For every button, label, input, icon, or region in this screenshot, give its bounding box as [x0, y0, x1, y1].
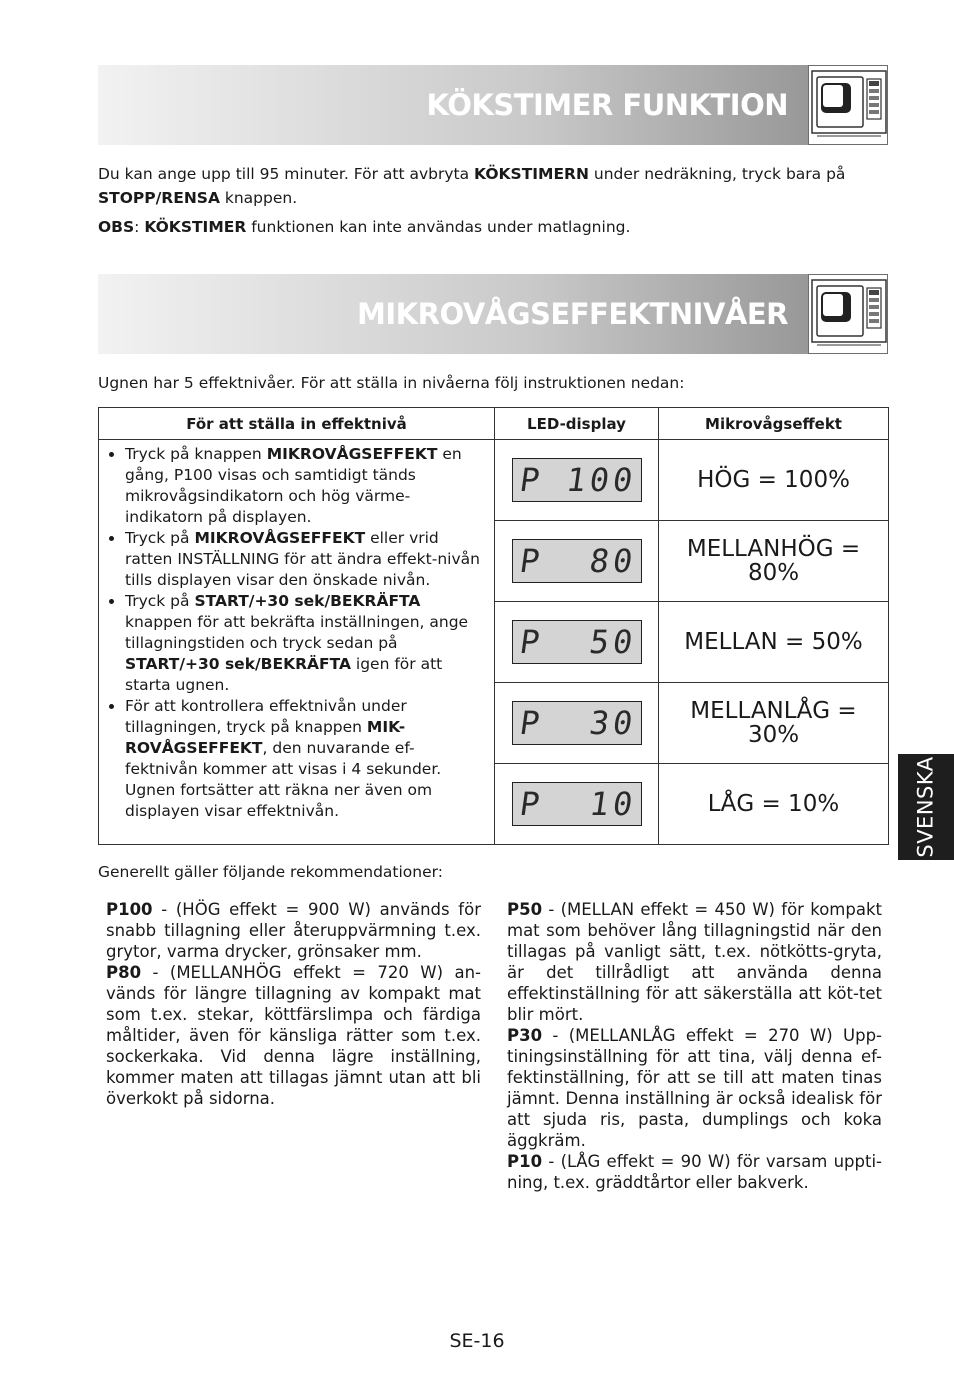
text-run: :: [134, 218, 145, 236]
led-cell: [495, 683, 659, 764]
list-item: [125, 696, 480, 822]
section-banner-effektnivaer: [98, 274, 888, 354]
recommendation-item: [106, 962, 481, 1109]
column-header: LED-display: [495, 408, 659, 440]
timer-note: [98, 215, 888, 239]
led-display: [512, 458, 642, 502]
power-cell: [659, 521, 889, 602]
level-label: P80: [106, 963, 142, 982]
bold-term: KÖKSTIMER: [144, 218, 247, 236]
text-run: en gång, P100 visas och samtidigt tänds mikrovågsindikatorn och hög värme-indikatorn på displayen.: [125, 445, 462, 526]
led-cell: [495, 764, 659, 845]
power-intro: Ugnen har 5 effektnivåer. För att ställa in nivåerna följ instruktionen nedan:: [98, 374, 685, 392]
text-run: Tryck på: [125, 529, 195, 547]
text-run: Tryck på knappen: [125, 445, 267, 463]
instructions-cell: [99, 440, 495, 845]
microwave-icon: [808, 65, 888, 145]
level-label: P50: [507, 900, 543, 919]
power-level-table: [98, 407, 889, 845]
recommendation-item: [507, 1025, 882, 1151]
microwave-icon: [808, 274, 888, 354]
led-display: [512, 701, 642, 745]
text-run: knappen.: [219, 189, 298, 207]
recommendation-item: [507, 1151, 882, 1193]
power-label: MELLANHÖG = 80%: [686, 536, 861, 586]
recommendations-left-column: [106, 899, 481, 1109]
text-run: Du kan ange upp till 95 minuter. För att avbryta: [98, 165, 475, 183]
list-item: [125, 591, 480, 696]
timer-description: [98, 162, 888, 210]
text-run: - (HÖG effekt = 900 W) används för snabb tillagning eller återuppvärmning t.ex. grytor, varma drycker, grönsaker mm.: [106, 900, 481, 961]
led-readout: P 100: [516, 460, 639, 499]
language-tab: [898, 754, 954, 860]
bold-term: START/+30 sek/BEKRÄFTA: [125, 655, 351, 673]
recommendation-item: [106, 899, 481, 962]
section-banner-kokstimer: [98, 65, 888, 145]
led-readout: P 30: [516, 703, 639, 742]
power-cell: MELLAN = 50%: [659, 602, 889, 683]
power-cell: LÅG = 10%: [659, 764, 889, 845]
general-recommendations: Generellt gäller följande rekommendationer:: [98, 863, 443, 881]
column-header: För att ställa in effektnivå: [99, 408, 495, 440]
text-run: igen för att starta ugnen.: [125, 655, 443, 694]
text-run: funktionen kan inte användas under matlagning.: [246, 218, 631, 236]
column-header: Mikrovågseffekt: [659, 408, 889, 440]
bold-term: STOPP/RENSA: [98, 189, 220, 207]
recommendations-right-column: [507, 899, 882, 1193]
level-label: P10: [507, 1152, 543, 1171]
bold-term: MIKROVÅGSEFFEKT: [194, 529, 366, 547]
led-readout: P 80: [516, 541, 639, 580]
language-label: SVENSKA: [914, 756, 938, 858]
level-label: P100: [106, 900, 153, 919]
text-run: - (MELLAN effekt = 450 W) för kompakt mat som behöver lång tillagningstid när den tillagas på vanligt sätt, t.ex. nötkötts-gryta, är det tillrådligt att använda denna effektinställning för att säkerställa att köt-tet blir mört.: [507, 900, 882, 1024]
text-run: För att kontrollera effektnivån under tillagningen, tryck på knappen: [125, 697, 407, 736]
section-title: KÖKSTIMER FUNKTION: [426, 88, 788, 122]
led-display: [512, 782, 642, 826]
led-cell: [495, 440, 659, 521]
power-cell: [659, 683, 889, 764]
table-header-row: [99, 408, 889, 440]
page-number: SE-16: [449, 1330, 505, 1352]
bold-term: KÖKSTIMERN: [474, 165, 589, 183]
text-run: - (MELLANLÅG effekt = 270 W) Upp-tiningsinställning för att tina, välj denna ef-fektinställning, för att se till att maten tinas jämnt. Denna inställning är också idealisk för att sjuda ris, pasta, dumplings och koka äggkräm.: [507, 1026, 882, 1150]
list-item: [125, 528, 480, 591]
text-run: under nedräkning, tryck bara på: [588, 165, 846, 183]
led-display: [512, 539, 642, 583]
bold-term: MIKROVÅGSEFFEKT: [266, 445, 438, 463]
section-title: MIKROVÅGSEFFEKTNIVÅER: [357, 297, 788, 331]
bold-term: OBS: [98, 218, 135, 236]
list-item: [125, 444, 480, 528]
led-display: [512, 620, 642, 664]
text-run: Tryck på: [125, 592, 195, 610]
led-readout: P 50: [516, 622, 639, 661]
led-readout: P 10: [516, 784, 639, 823]
bold-term: MIK-ROVÅGSEFFEKT: [125, 718, 406, 757]
instruction-list: [107, 444, 480, 822]
power-label: MELLANLÅG = 30%: [690, 698, 857, 748]
text-run: knappen för att bekräfta inställningen, ange tillagningstiden och tryck sedan på: [125, 613, 469, 652]
table-row: [99, 440, 889, 521]
recommendation-item: [507, 899, 882, 1025]
power-cell: HÖG = 100%: [659, 440, 889, 521]
text-run: - (MELLANHÖG effekt = 720 W) an-vänds för längre tillagning av kompakt mat som t.ex. stekar, köttfärslimpa och färdiga måltider, även för känsliga rätter som t.ex. sockerkaka. Vid denna lägre inställning, kommer maten att tillagas jämnt utan att bli överkokt på sidorna.: [106, 963, 481, 1108]
led-cell: [495, 521, 659, 602]
led-cell: [495, 602, 659, 683]
bold-term: START/+30 sek/BEKRÄFTA: [194, 592, 421, 610]
level-label: P30: [507, 1026, 543, 1045]
text-run: , den nuvarande ef-fektnivån kommer att visas i 4 sekunder. Ugnen fortsätter att räkna ner även om displayen visar effektnivån.: [125, 739, 442, 820]
text-run: eller vrid ratten INSTÄLLNING för att ändra effekt-nivån tills displayen visar den önskade nivån.: [125, 529, 480, 589]
text-run: - (LÅG effekt = 90 W) för varsam uppti-ning, t.ex. gräddtårtor eller bakverk.: [507, 1152, 882, 1192]
